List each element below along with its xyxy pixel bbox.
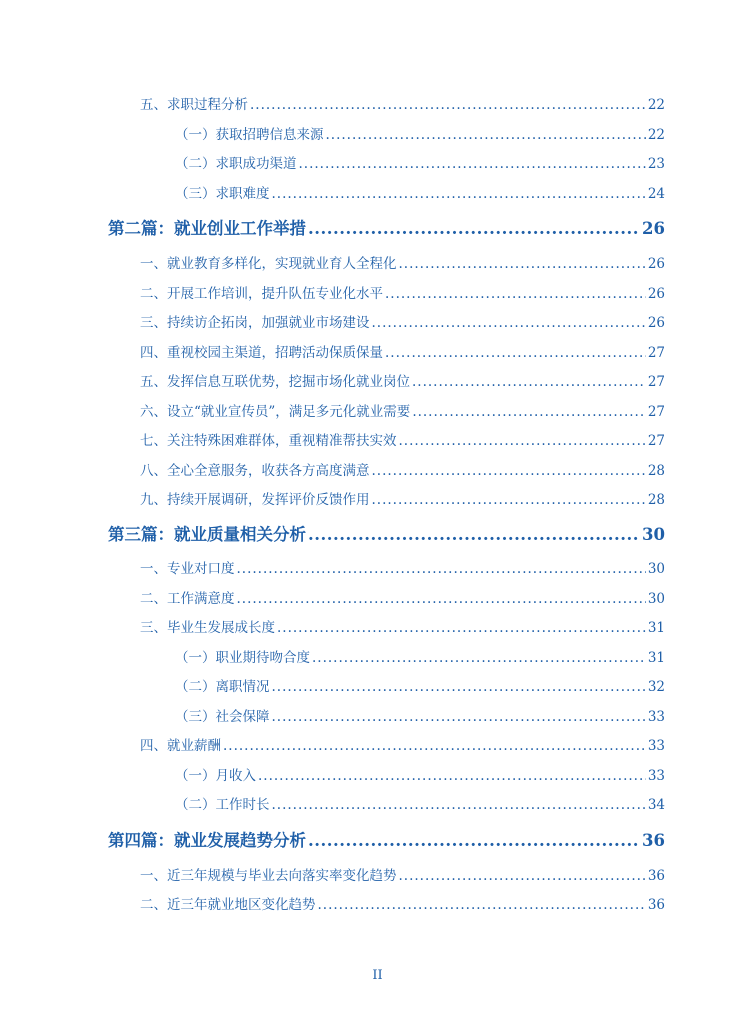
dot-leader xyxy=(312,648,646,668)
toc-entry-page: 26 xyxy=(647,256,665,272)
toc-entry-label: 四、重视校园主渠道，招聘活动保质保量 xyxy=(140,345,383,361)
dot-leader xyxy=(372,313,646,333)
toc-chapter-entry[interactable] xyxy=(108,829,665,853)
toc-entry[interactable] xyxy=(140,559,665,579)
toc-entry-page: 27 xyxy=(647,433,665,449)
dot-leader xyxy=(399,254,646,274)
toc-entry-label: 九、持续开展调研，发挥评价反馈作用 xyxy=(140,492,370,508)
toc-entry[interactable] xyxy=(140,402,665,422)
toc-entry-label: （二）离职情况 xyxy=(175,679,270,695)
toc-entry-page: 30 xyxy=(647,591,665,607)
toc-entry-label: 五、发挥信息互联优势，挖掘市场化就业岗位 xyxy=(140,374,410,390)
toc-entry[interactable] xyxy=(175,766,665,786)
toc-entry[interactable] xyxy=(140,343,665,363)
dot-leader xyxy=(385,343,646,363)
toc-entry[interactable] xyxy=(140,589,665,609)
toc-entry-page: 27 xyxy=(647,404,665,420)
toc-entry[interactable] xyxy=(140,866,665,886)
toc-entry[interactable] xyxy=(175,795,665,815)
toc-entry-page: 33 xyxy=(647,768,665,784)
toc-entry-page: 26 xyxy=(647,286,665,302)
toc-entry[interactable] xyxy=(140,313,665,333)
dot-leader xyxy=(372,490,646,510)
toc-entry-label: 三、持续访企拓岗，加强就业市场建设 xyxy=(140,315,370,331)
toc-entry-label: 七、关注特殊困难群体，重视精准帮扶实效 xyxy=(140,433,397,449)
toc-entry-label: （二）工作时长 xyxy=(175,797,270,813)
toc-entry-label: 二、开展工作培训，提升队伍专业化水平 xyxy=(140,286,383,302)
toc-entry-page: 23 xyxy=(647,156,665,172)
toc-entry[interactable] xyxy=(175,707,665,727)
toc-chapter-entry[interactable] xyxy=(108,217,665,241)
toc-entry-page: 33 xyxy=(647,709,665,725)
toc-entry-label: （二）求职成功渠道 xyxy=(175,156,297,172)
dot-leader xyxy=(412,402,646,422)
toc-entry-page: 36 xyxy=(647,897,665,913)
toc-entry[interactable] xyxy=(140,372,665,392)
dot-leader xyxy=(237,559,646,579)
toc-entry-label: （三）社会保障 xyxy=(175,709,270,725)
dot-leader xyxy=(326,125,646,145)
dot-leader xyxy=(272,795,646,815)
toc-entry-page: 24 xyxy=(647,186,665,202)
toc-entry-page: 26 xyxy=(647,315,665,331)
toc-entry-label: （一）职业期待吻合度 xyxy=(175,650,310,666)
dot-leader xyxy=(308,829,640,853)
dot-leader xyxy=(399,431,646,451)
toc-entry-page: 28 xyxy=(647,492,665,508)
toc-entry-label: 二、近三年就业地区变化趋势 xyxy=(140,897,316,913)
dot-leader xyxy=(308,523,640,547)
toc-entry[interactable] xyxy=(140,895,665,915)
toc-entry-label: 一、专业对口度 xyxy=(140,561,235,577)
toc-entry-label: 五、求职过程分析 xyxy=(140,97,248,113)
toc-entry[interactable] xyxy=(140,254,665,274)
dot-leader xyxy=(237,589,646,609)
toc-entry-label: （一）获取招聘信息来源 xyxy=(175,127,324,143)
toc-entry[interactable] xyxy=(175,648,665,668)
dot-leader xyxy=(258,766,646,786)
dot-leader xyxy=(272,677,646,697)
toc-entry-label: 一、近三年规模与毕业去向落实率变化趋势 xyxy=(140,868,397,884)
toc-chapter-page: 30 xyxy=(642,525,665,544)
toc-entry-page: 34 xyxy=(647,797,665,813)
toc-entry-label: （三）求职难度 xyxy=(175,186,270,202)
toc-entry-label: 二、工作满意度 xyxy=(140,591,235,607)
toc-entry[interactable] xyxy=(175,125,665,145)
toc-entry-page: 36 xyxy=(647,868,665,884)
toc-entry[interactable] xyxy=(175,154,665,174)
toc-entry-page: 31 xyxy=(647,650,665,666)
toc-entry[interactable] xyxy=(140,431,665,451)
dot-leader xyxy=(372,461,646,481)
dot-leader xyxy=(223,736,646,756)
toc-entry-label: 四、就业薪酬 xyxy=(140,738,221,754)
toc-entry-page: 27 xyxy=(647,374,665,390)
toc-entry-page: 33 xyxy=(647,738,665,754)
toc-entry-page: 22 xyxy=(647,127,665,143)
toc-entry-label: 六、设立“就业宣传员”，满足多元化就业需要 xyxy=(140,404,411,420)
toc-entry-label: 三、毕业生发展成长度 xyxy=(140,620,275,636)
dot-leader xyxy=(308,217,640,241)
toc-chapter-label: 第四篇：就业发展趋势分析 xyxy=(108,831,306,850)
toc-entry-page: 28 xyxy=(647,463,665,479)
toc-chapter-label: 第三篇：就业质量相关分析 xyxy=(108,525,306,544)
toc-entry[interactable] xyxy=(140,284,665,304)
toc-entry[interactable] xyxy=(140,95,665,115)
toc-chapter-entry[interactable] xyxy=(108,523,665,547)
toc-entry[interactable] xyxy=(140,490,665,510)
dot-leader xyxy=(299,154,646,174)
dot-leader xyxy=(272,707,646,727)
page-number: II xyxy=(372,968,383,983)
dot-leader xyxy=(412,372,646,392)
dot-leader xyxy=(272,184,646,204)
dot-leader xyxy=(277,618,646,638)
toc-entry[interactable] xyxy=(175,184,665,204)
toc-entry-label: 八、全心全意服务，收获各方高度满意 xyxy=(140,463,370,479)
toc-entry-page: 30 xyxy=(647,561,665,577)
toc-entry-page: 32 xyxy=(647,679,665,695)
toc-entry[interactable] xyxy=(140,461,665,481)
toc-entry-page: 31 xyxy=(647,620,665,636)
toc-entry-label: （一）月收入 xyxy=(175,768,256,784)
toc-entry[interactable] xyxy=(140,736,665,756)
dot-leader xyxy=(250,95,646,115)
toc-chapter-page: 36 xyxy=(642,831,665,850)
toc-chapter-label: 第二篇：就业创业工作举措 xyxy=(108,219,306,238)
toc-entry[interactable] xyxy=(140,618,665,638)
dot-leader xyxy=(399,866,646,886)
toc-chapter-page: 26 xyxy=(642,219,665,238)
toc-entry-label: 一、就业教育多样化，实现就业育人全程化 xyxy=(140,256,397,272)
toc-entry-page: 22 xyxy=(647,97,665,113)
toc-entry[interactable] xyxy=(175,677,665,697)
toc-entry-page: 27 xyxy=(647,345,665,361)
dot-leader xyxy=(318,895,646,915)
dot-leader xyxy=(385,284,646,304)
